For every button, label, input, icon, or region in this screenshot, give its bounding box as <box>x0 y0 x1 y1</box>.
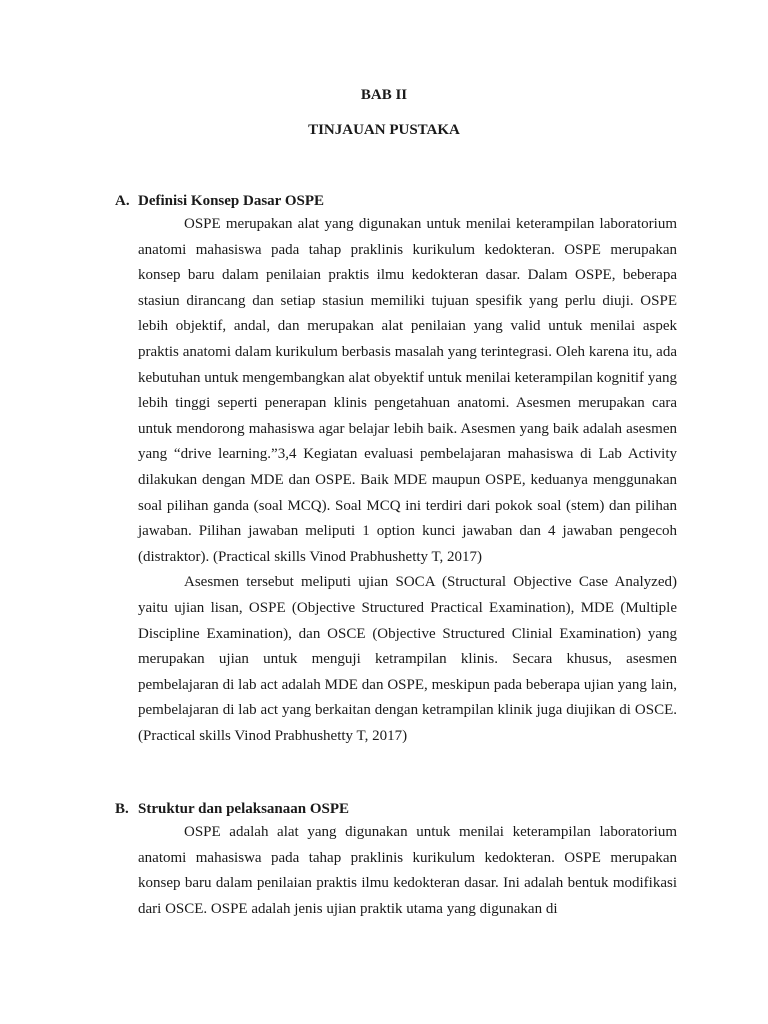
chapter-number: BAB II <box>360 87 408 103</box>
paragraph: OSPE merupakan alat yang digunakan untuk menilai keterampilan laboratorium anatomi mahasiswa pada tahap praklinis kurikulum kedokteran. OSPE merupakan konsep baru dalam penilaian praktis ilmu kedokteran dasar. Dalam OSPE, beberapa stasiun dirancang dan setiap stasiun memiliki tujuan spesifik yang perlu diuji. OSPE lebih objektif, andal, dan merupakan alat penilaian yang valid untuk menilai aspek praktis anatomi dalam kurikulum berbasis masalah yang terintegrasi. Oleh karena itu, ada kebutuhan untuk mengembangkan alat obyektif untuk menilai keterampilan kognitif yang lebih tinggi seperti penerapan klinis pengetahuan anatomi. Asesmen merupakan cara untuk mendorong mahasiswa agar belajar lebih baik. Asesmen yang baik adalah asesmen yang “drive learning.”3,4 Kegiatan evaluasi pembelajaran mahasiswa di Lab Activity dilakukan dengan MDE dan OSPE. Baik MDE maupun OSPE, keduanya menggunakan soal pilihan ganda (soal MCQ). Soal MCQ ini terdiri dari pokok soal (stem) dan pilihan jawaban. Pilihan jawaban meliputi 1 option kunci jawaban dan 4 jawaban pengecoh (distraktor). (Practical skills Vinod Prabhushetty T, 2017) <box>138 216 677 565</box>
section-heading <box>115 799 677 819</box>
section-a <box>115 191 677 749</box>
section-title: Struktur dan pelaksanaan OSPE <box>138 801 350 817</box>
section-title: Definisi Konsep Dasar OSPE <box>138 193 324 209</box>
section-body <box>115 212 677 749</box>
section-body <box>115 820 677 922</box>
chapter-title: TINJAUAN PUSTAKA <box>308 122 460 138</box>
paragraph: OSPE adalah alat yang digunakan untuk menilai keterampilan laboratorium anatomi mahasiswa pada tahap praklinis kurikulum kedokteran. OSPE merupakan konsep baru dalam penilaian praktis ilmu kedokteran dasar. Ini adalah bentuk modifikasi dari OSCE. OSPE adalah jenis ujian praktik utama yang digunakan di <box>138 824 677 917</box>
paragraph: Asesmen tersebut meliputi ujian SOCA (Structural Objective Case Analyzed) yaitu ujian lisan, OSPE (Objective Structured Practical Examination), MDE (Multiple Discipline Examination), dan OSCE (Objective Structured Clinial Examination) yang merupakan ujian untuk menguji ketrampilan klinis. Secara khusus, asesmen pembelajaran di lab act adalah MDE dan OSPE, meskipun pada beberapa ujian yang lain, pembelajaran di lab act yang berkaitan dengan ketrampilan klinik juga diujikan di OSCE. (Practical skills Vinod Prabhushetty T, 2017) <box>138 574 677 744</box>
section-letter: A. <box>115 193 130 209</box>
section-letter: B. <box>115 801 129 817</box>
section-b <box>115 799 677 922</box>
section-heading <box>115 191 677 211</box>
